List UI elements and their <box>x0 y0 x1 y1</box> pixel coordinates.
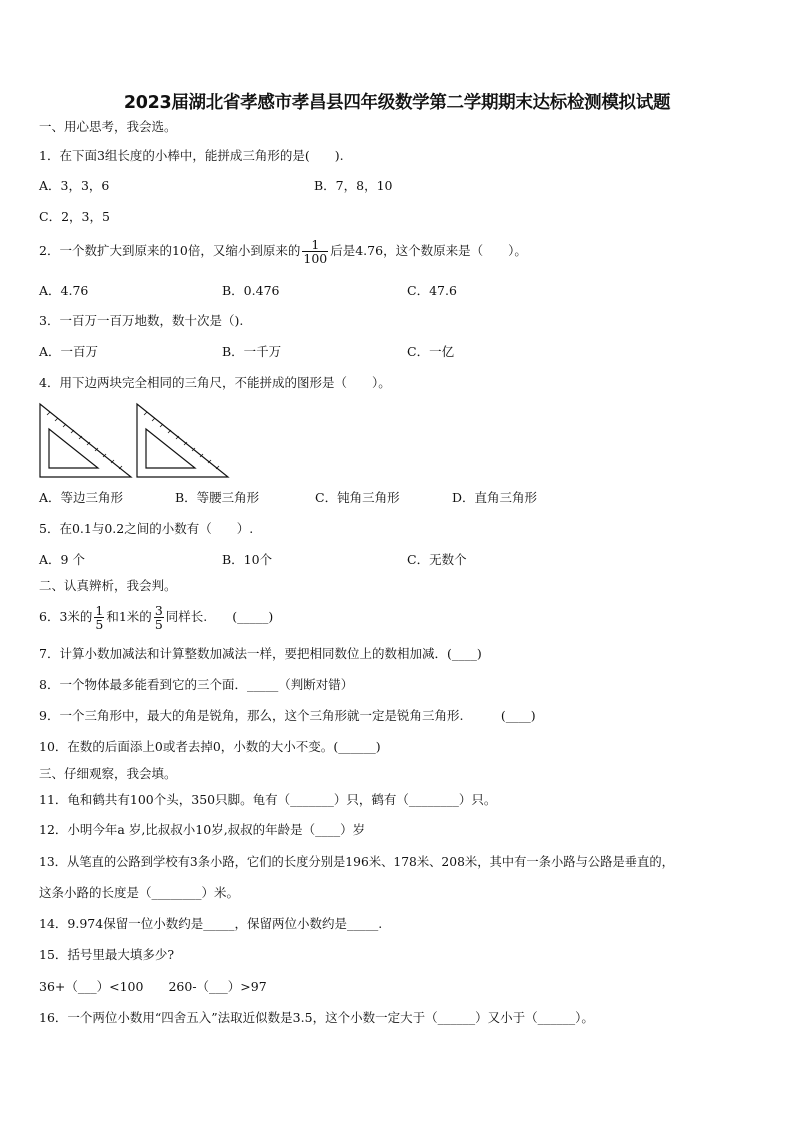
q6-fraction-1-denominator: 5 <box>95 617 104 632</box>
question-7: 7．计算小数加减法和计算整数加减法一样，要把相同数位上的数相加减．(____) <box>39 646 482 661</box>
question-5: 5．在0.1与0.2之间的小数有（ ）. <box>39 521 254 536</box>
q2-fraction-numerator: 1 <box>302 238 328 252</box>
question-15-expression: 36+（___）<100 260-（___）>97 <box>39 979 267 994</box>
question-12: 12．小明今年a 岁,比叔叔小10岁,叔叔的年龄是（____）岁 <box>39 822 366 837</box>
q3-option-b: B．一千万 <box>222 344 282 359</box>
question-13-line-1: 13．从笔直的公路到学校有3条小路，它们的长度分别是196米、178米、208米，其中有一条小路与公路是垂直的， <box>39 855 674 869</box>
q6-fraction-1-numerator: 1 <box>95 603 104 618</box>
question-9: 9．一个三角形中，最大的角是锐角，那么，这个三角形就一定是锐角三角形. (____) <box>39 708 536 723</box>
q4-option-c: C．钝角三角形 <box>315 490 400 505</box>
section-heading-1: 一、用心思考，我会选。 <box>39 119 177 134</box>
question-13-line-2: 这条小路的长度是（________）米。 <box>39 885 240 900</box>
question-8: 8．一个物体最多能看到它的三个面．_____（判断对错） <box>39 677 354 692</box>
q5-option-a: A．9 个 <box>39 552 85 567</box>
question-10: 10．在数的后面添上0或者去掉0，小数的大小不变。(______) <box>39 739 381 754</box>
question-16: 16．一个两位小数用“四舍五入”法取近似数是3.5，这个小数一定大于（______）又小于（______）。 <box>39 1010 594 1025</box>
q1-option-c: C．2，3，5 <box>39 209 110 224</box>
set-square-left <box>40 404 131 477</box>
q4-option-d: D．直角三角形 <box>452 490 538 505</box>
q2-text-post: 后是4.76，这个数原来是（ ）。 <box>330 243 527 258</box>
q4-option-b: B．等腰三角形 <box>175 490 260 505</box>
question-4: 4．用下边两块完全相同的三角尺，不能拼成的图形是（ ）。 <box>39 375 391 390</box>
q3-option-a: A．一百万 <box>39 344 99 359</box>
question-2 <box>39 236 527 266</box>
page-title: 2023届湖北省孝感市孝昌县四年级数学第二学期期末达标检测模拟试题 <box>123 93 671 113</box>
q6-fraction-1 <box>94 604 104 631</box>
q3-option-c: C．一亿 <box>407 344 455 359</box>
q6-fraction-2 <box>154 604 164 631</box>
q2-text-pre: 2．一个数扩大到原来的10倍，又缩小到原来的 <box>39 243 301 258</box>
q6-fraction-2-denominator: 5 <box>154 617 163 632</box>
q2-option-a: A．4.76 <box>39 283 89 298</box>
q6-text-mid: 和1米的 <box>106 609 152 624</box>
set-square-figure <box>38 402 234 480</box>
q2-fraction-denominator: 100 <box>303 251 328 266</box>
q2-fraction <box>302 238 328 265</box>
q1-option-a: A．3，3，6 <box>39 178 110 193</box>
q5-option-b: B．10个 <box>222 552 273 567</box>
question-11: 11．龟和鹤共有100个头，350只脚。龟有（_______）只，鹤有（________）只。 <box>39 792 497 807</box>
question-1: 1．在下面3组长度的小棒中，能拼成三角形的是( ). <box>39 148 344 163</box>
section-heading-3: 三、仔细观察，我会填。 <box>39 766 177 781</box>
q6-text-post: 同样长. (_____) <box>165 609 274 624</box>
q2-option-c: C．47.6 <box>407 283 457 298</box>
q2-option-b: B．0.476 <box>222 283 280 298</box>
question-14: 14．9.974保留一位小数约是_____，保留两位小数约是_____. <box>39 916 383 931</box>
question-6 <box>39 602 273 632</box>
q6-fraction-2-numerator: 3 <box>154 603 163 618</box>
section-heading-2: 二、认真辨析，我会判。 <box>39 578 177 593</box>
q1-option-b: B．7，8，10 <box>314 178 393 193</box>
set-square-right <box>137 404 228 477</box>
q5-option-c: C．无数个 <box>407 552 467 567</box>
question-3: 3．一百万一百万地数，数十次是（). <box>39 313 244 328</box>
question-15: 15．括号里最大填多少? <box>39 947 175 962</box>
q4-option-a: A．等边三角形 <box>39 490 124 505</box>
q6-text-pre: 6．3米的 <box>39 609 93 624</box>
